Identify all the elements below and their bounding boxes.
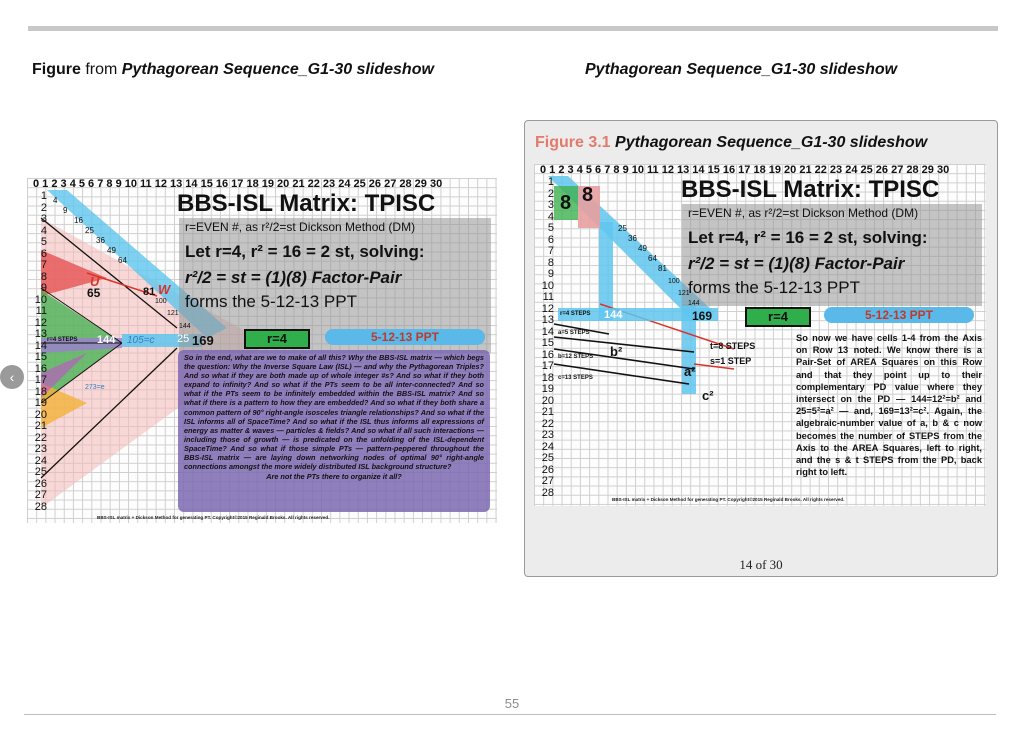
info-line-4: forms the 5-12-13 PPT (688, 278, 860, 297)
b-steps-label: b=12 STEPS (558, 354, 594, 360)
matrix-title: BBS-ISL Matrix: TPISC (681, 176, 940, 203)
figure-title (535, 134, 927, 152)
a-steps-label: a=5 STEPS (558, 330, 590, 336)
caption-from-word: from (85, 61, 118, 78)
info-line-2: Let r=4, r² = 16 = 2 st, solving: (185, 242, 425, 261)
figure-title-text: Pythagorean Sequence_G1-30 slideshow (615, 134, 928, 151)
row13-169: 169 (192, 333, 214, 348)
slide-counter: 14 of 30 (739, 557, 783, 572)
info-line-1: r=EVEN #, as r²/2=st Dickson Method (DM) (688, 206, 919, 220)
row-numbers: 1 2 3 4 5 6 7 8 9 10 11 12 13 14 15 16 17 18 19 20 21 22 23 24 25 26 27 28 (34, 190, 47, 513)
label-25: 25 (177, 333, 190, 345)
b-squared-label: b² (610, 344, 623, 359)
row13-144: 144 (604, 309, 623, 321)
left-caption (32, 61, 434, 79)
r-value-box: r=4 (745, 307, 811, 327)
matrix-title: BBS-ISL Matrix: TPISC (177, 190, 436, 217)
left-copyright: BBS-ISL matrix + Dickson Method for generating PT. Copyright©2015 Reginald Brooks. All rights reserved. (97, 515, 330, 520)
info-line-3: r²/2 = st = (1)(8) Factor-Pair (688, 254, 905, 273)
row13-144: 144 (97, 334, 116, 346)
closing-question: Are not the PTs there to organize it all? (266, 472, 402, 482)
r-value-box: r=4 (244, 329, 310, 349)
right-matrix-image: 0 1 2 3 4 5 6 7 8 9 10 11 12 13 14 15 16 17 18 19 20 21 22 23 24 25 26 27 28 29 30 8 8 BBS-ISL Matrix: TPISC r=EVEN #, as r²/2=st Dickson Method (DM) Let r=4, r² = 16 = 2 st, solving: r²/2 = st = (1)(8) Factor-Pair forms the 5-12-13 PPT r=4 5-12-13 PPT r=4 STEPS 144 169 a=5 STEPS b=12 STEPS c=13 STEPS t=8 STEPS s=1 STEP b² a² c² 1 2 3 4 5 6 7 8 9 10 11 12 13 14 15 16 17 18 19 20 21 22 23 24 25 26 27 28 25 36 49 64 81 100 121 144 So now we have cells 1-4 from the Axis on Row 13 noted. We know there is a Pair-Set of AREA Squares on this Row and that they point up to their complementary PD value where they intersect on the PD — 144=12²=b² and 25=5²=a² — and, 169=13²=c². Again, the algebraic-number value of a, b & c now becomes the number of STEPS from the Axis to the AREA Squares, left to right, and the s & t STEPS from the PD, back right to left. BBS-ISL matrix + Dickson Method for generating PT. Copyright©2015 Reginald Brooks. All rights reserved. (534, 164, 986, 506)
row-numbers: 1 2 3 4 5 6 7 8 9 10 11 12 13 14 15 16 17 18 19 20 21 22 23 24 25 26 27 28 (541, 176, 554, 499)
explanation-text: So now we have cells 1-4 from the Axis on Row 13 noted. We know there is a Pair-Set of AREA Squares on this Row and that they point up to their complementary PD value where they intersect on the PD — 144=12²=b² and 25=5²=a² — and, 169=13²=c². Again, the algebraic-number value of a, b & c now becomes the number of STEPS from the Axis to the AREA Squares, left to right, and the s & t STEPS from the PD, back right to left. (796, 333, 982, 478)
label-81: 81 (143, 286, 156, 298)
left-matrix-image: 0 1 2 3 4 5 6 7 8 9 10 11 12 13 14 15 16 17 18 19 20 21 22 23 24 25 26 27 28 29 30 BBS-ISL Matrix: TPISC r=EVEN #, as r²/2=st Dickson Method (DM) Let r=4, r² = 16 = 2 st, solving: r²/2 = st = (1)(8) Factor-Pair forms the 5-12-13 PPT r=4 5-12-13 PPT r=4 STEPS 144 105=c 25 169 U 65 81 W 273=e 1 2 3 4 5 6 7 8 9 10 11 12 13 14 15 16 17 18 19 20 21 22 23 24 25 26 27 28 4 9 16 25 36 49 64 100 121 144 So in the end, what are we to make of all this? Why the BBS-ISL matrix — which begs the question: Why the Inverse Square Law (ISL) — and why the Pythagorean Triples? And so what if they are both made up of whole integer #s? And so what if they both expand to infinity? And so what if the PTs seem to be all inter-connected? And so what if the PTs seem to be infinitely embedded within the BBS-ISL matrix? And so what if there is a pattern to how they are embedded? And so what if they both share a common pattern of 90° right-angle isosceles triangle relationships? And so what if the ISL informs all of SpaceTime? And so what if the ISL thus informs all expressions of energy as matter & waves — particles & fields? And so what if all such interactions — including those of growth — is predicated on the unfolding of the ISL-dependent SpaceTime? And so what if those simple PTs — pattern-peppered throughout the BBS-ISL matrix — are laying down networking nodes of optimal 90° right-angle connections amongst the more widely distributed ISL background structure? Are not the PTs there to organize it all? BBS-ISL matrix + Dickson Method for generating PT. Copyright©2015 Reginald Brooks. All rights reserved. (27, 178, 497, 523)
bottom-divider (24, 714, 996, 715)
right-caption: Pythagorean Sequence_G1-30 slideshow (585, 61, 898, 78)
column-numbers: 0 1 2 3 4 5 6 7 8 9 10 11 12 13 14 15 16 17 18 19 20 21 22 23 24 25 26 27 28 29 30 (33, 178, 443, 190)
label-105: 105=c (127, 335, 155, 346)
ppt-pill: 5-12-13 PPT (824, 307, 974, 323)
area-square-8-green: 8 (560, 192, 572, 214)
label-273: 273=e (85, 384, 105, 391)
label-w: W (158, 282, 171, 297)
t-steps-label: t=8 STEPS (710, 341, 756, 351)
row13-169: 169 (692, 309, 713, 323)
ppt-pill: 5-12-13 PPT (325, 329, 485, 345)
c-steps-label: c=13 STEPS (558, 375, 593, 381)
label-u: U (90, 274, 100, 289)
info-line-1: r=EVEN #, as r²/2=st Dickson Method (DM) (185, 220, 416, 234)
caption-figure-word: Figure (32, 61, 81, 78)
right-copyright: BBS-ISL matrix + Dickson Method for generating PT. Copyright©2015 Reginald Brooks. All rights reserved. (612, 497, 845, 502)
figure-label: Figure 3.1 (535, 134, 611, 151)
closing-paragraph: So in the end, what are we to make of all this? Why the BBS-ISL matrix — which begs the question: Why the Inverse Square Law (ISL) — and why the Pythagorean Triples? And so what if they are both made up of whole integer #s? And so what if they both expand to infinity? And so what if the PTs seem to be all inter-connected? And so what if the PTs seem to be infinitely embedded within the BBS-ISL matrix? And so what if there is a pattern to how they are embedded? And so what if they both share a common pattern of 90° right-angle isosceles triangle relationships? And so what if the ISL informs all of SpaceTime? And so what if the ISL thus informs all expressions of energy as matter & waves — particles & fields? And so what if all such interactions — including those of growth — is predicated on the unfolding of the ISL-dependent SpaceTime? And so what if those simple PTs — pattern-peppered throughout the BBS-ISL matrix — are laying down networking nodes of optimal 90° right-angle connections amongst the more widely distributed ISL background structure? (184, 353, 484, 472)
row13-steps-label: r=4 STEPS (560, 311, 591, 317)
figure-slide-frame (524, 120, 998, 577)
s-steps-label: s=1 STEP (710, 356, 752, 366)
area-square-8-pink: 8 (582, 184, 594, 206)
a-squared-label: a² (684, 364, 696, 379)
info-line-2: Let r=4, r² = 16 = 2 st, solving: (688, 228, 928, 247)
top-divider (28, 26, 998, 31)
info-line-3: r²/2 = st = (1)(8) Factor-Pair (185, 268, 402, 287)
row13-steps-label: r=4 STEPS (47, 337, 78, 343)
chevron-left-icon[interactable]: ‹ (0, 365, 24, 389)
c-squared-label: c² (702, 388, 714, 403)
column-numbers: 0 1 2 3 4 5 6 7 8 9 10 11 12 13 14 15 16 17 18 19 20 21 22 23 24 25 26 27 28 29 30 (540, 164, 950, 176)
page-number: 55 (504, 696, 520, 711)
info-line-4: forms the 5-12-13 PPT (185, 292, 357, 311)
label-65: 65 (87, 286, 101, 300)
closing-paragraph-box (178, 350, 490, 512)
caption-left-title: Pythagorean Sequence_G1-30 slideshow (121, 61, 434, 78)
